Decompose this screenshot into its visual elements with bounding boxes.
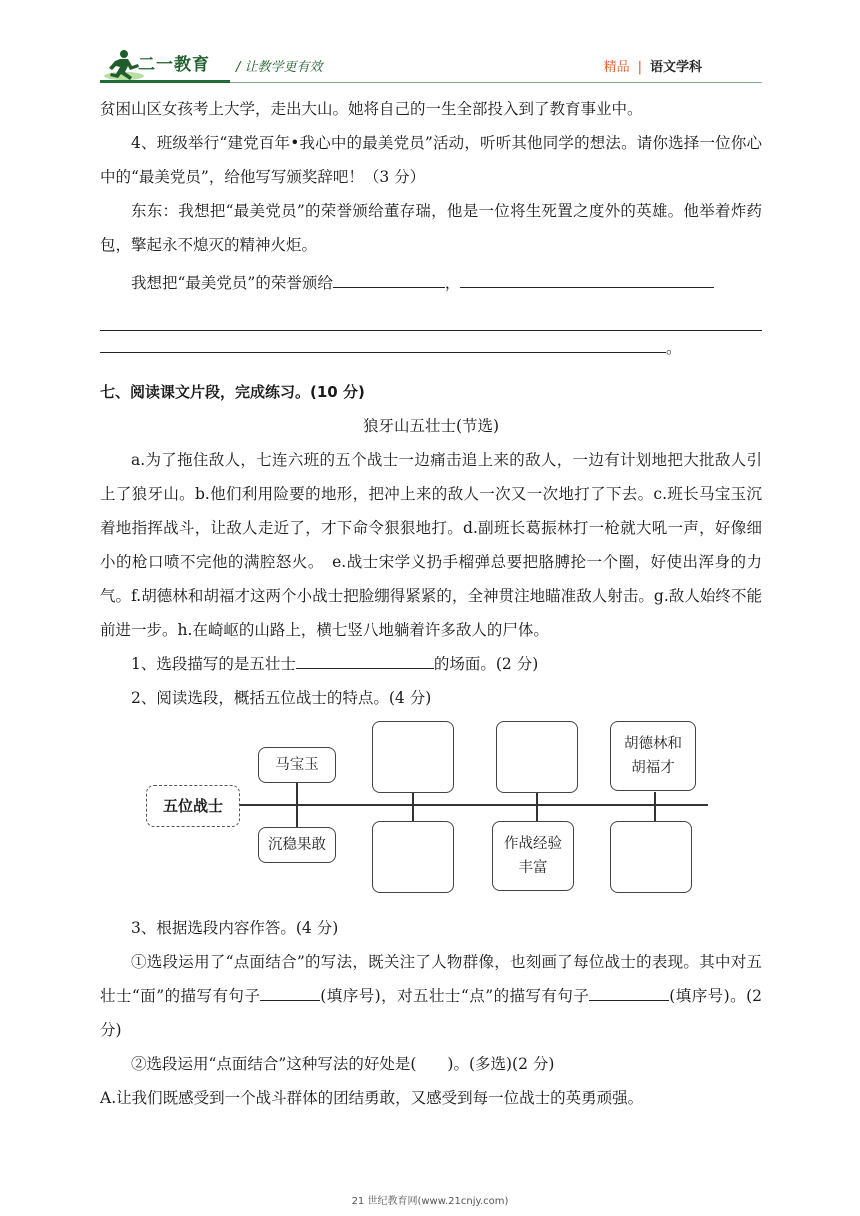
subject-label: 语文学科 bbox=[649, 60, 702, 75]
box-top-1: 马宝玉 bbox=[258, 747, 336, 783]
box-top-3[interactable] bbox=[496, 721, 578, 793]
box-bottom-1: 沉稳果敢 bbox=[258, 827, 336, 863]
box-bottom-3: 作战经验丰富 bbox=[492, 821, 574, 891]
diagram-center-label: 五位战士 bbox=[146, 785, 240, 827]
box-bottom-2[interactable] bbox=[372, 821, 454, 893]
section-7-title: 七、阅读课文片段，完成练习。(10 分) bbox=[100, 383, 365, 401]
header-accent-bar bbox=[100, 80, 230, 83]
connector-1-top bbox=[296, 781, 298, 805]
page-footer: 21 世纪教育网(www.21cnjy.com) bbox=[351, 1196, 509, 1207]
page-content bbox=[100, 92, 762, 1115]
connector-2-bottom bbox=[412, 805, 414, 821]
header-right bbox=[604, 56, 702, 75]
question-4-example: 东东：我想把“最美党员”的荣誉颁给董存瑞，他是一位将生死置之度外的英雄。他举着炸药包，擎起永不熄灭的精神火炬。 bbox=[100, 202, 762, 254]
box-top-4: 胡德林和胡福才 bbox=[610, 721, 696, 791]
q3-1-blank-face[interactable] bbox=[260, 980, 320, 1001]
connector-2-top bbox=[412, 792, 414, 805]
question-3-1 bbox=[100, 945, 762, 1047]
q3-1-text-a: ①选段运用了“点面结合”的写法，既关注了人物群像，也刻画了每位战士的表现。其中对五壮士“面”的描写有句子 bbox=[100, 953, 762, 1005]
intro-line: 贫困山区女孩考上大学，走出大山。她将自己的一生全部投入到了教育事业中。 bbox=[100, 100, 643, 118]
question-3-2: ②选段运用“点面结合”这种写法的好处是( )。(多选)(2 分) bbox=[131, 1055, 555, 1073]
connector-1-bottom bbox=[296, 805, 298, 827]
question-1 bbox=[100, 647, 762, 681]
logo-text: 二一教育 bbox=[138, 55, 210, 75]
connector-3-top bbox=[536, 792, 538, 805]
box-bottom-4[interactable] bbox=[610, 821, 692, 893]
connector-3-bottom bbox=[536, 805, 538, 821]
connector-4-top bbox=[654, 792, 656, 805]
q1-blank[interactable] bbox=[296, 648, 434, 669]
diagram-axis bbox=[238, 804, 708, 806]
page-header bbox=[100, 44, 762, 84]
q3-1-text-c: (填序号)。(2 分) bbox=[100, 987, 762, 1039]
answer-blank-name[interactable] bbox=[333, 267, 445, 288]
question-2: 2、阅读选段，概括五位战士的特点。(4 分) bbox=[131, 689, 432, 707]
question-3: 3、根据选段内容作答。(4 分) bbox=[131, 919, 339, 937]
q3-1-text-b: (填序号)，对五壮士“点”的描写有句子 bbox=[320, 987, 590, 1005]
question-4-prompt bbox=[100, 266, 762, 300]
q1-text-b: 的场面。(2 分) bbox=[433, 655, 539, 673]
soldier-diagram bbox=[100, 721, 762, 901]
box-top-2[interactable] bbox=[372, 721, 454, 793]
q3-1-blank-point[interactable] bbox=[589, 980, 669, 1001]
answer-blank-reason[interactable] bbox=[460, 267, 714, 288]
q1-text-a: 1、选段描写的是五壮士 bbox=[131, 655, 296, 673]
header-separator: | bbox=[637, 60, 642, 75]
slogan: / 让教学更有效 bbox=[236, 60, 323, 75]
option-a: A.让我们既感受到一个战斗群体的团结勇敢，又感受到每一位战士的英勇顽强。 bbox=[100, 1089, 644, 1107]
prompt-text: 我想把“最美党员”的荣誉颁给 bbox=[131, 274, 333, 292]
question-4: 4、班级举行“建党百年•我心中的最美党员”活动，听听其他同学的想法。请你选择一位你心中的“最美党员”，给他写写颁奖辞吧！（3 分） bbox=[100, 134, 762, 186]
connector-4-bottom bbox=[654, 805, 656, 821]
passage-text: a.为了拖住敌人，七连六班的五个战士一边痛击追上来的敌人，一边有计划地把大批敌人引上了狼牙山。b.他们利用险要的地形，把冲上来的敌人一次又一次地打了下去。c.班长马宝玉沉着地指挥战斗，让敌人走近了，才下命令狠狠地打。d.副班长葛振林打一枪就大吼一声，好像细小的枪口喷不完他的满腔怒火。 e.战士宋学义扔手榴弹总要把胳膊抡一个圈，好使出浑身的力气。f.胡德林和胡福才这两个小战士把脸绷得紧紧的，全神贯注地瞄准敌人射击。g.敌人始终不能前进一步。h.在崎岖的山路上，横七竖八地躺着许多敌人的尸体。 bbox=[100, 451, 762, 639]
answer-line-3-wrap bbox=[100, 331, 762, 365]
answer-line-2[interactable] bbox=[100, 300, 762, 331]
end-period: 。 bbox=[666, 339, 682, 357]
passage-title: 狼牙山五壮士(节选) bbox=[362, 417, 500, 435]
answer-line-3[interactable] bbox=[100, 332, 666, 353]
prompt-comma: ， bbox=[444, 274, 461, 292]
quality-label: 精品 bbox=[603, 60, 630, 75]
